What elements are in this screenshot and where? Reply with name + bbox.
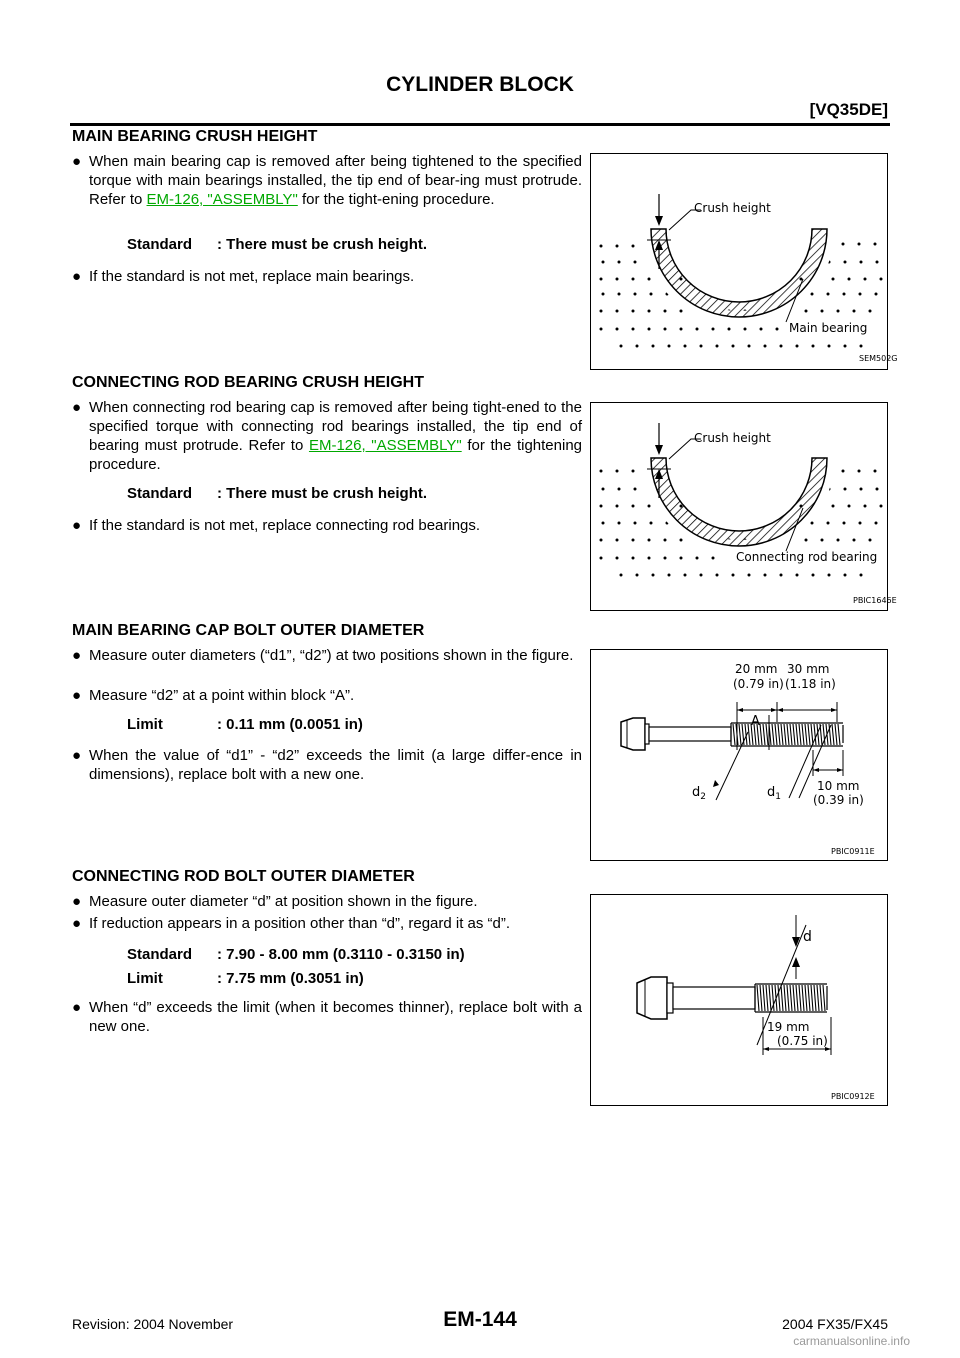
header-rule xyxy=(70,123,890,126)
bullet-item xyxy=(72,892,582,911)
watermark: carmanualsonline.info xyxy=(793,1334,910,1348)
bullet-text: If the standard is not met, replace main bearings. xyxy=(89,268,415,285)
bolt-thread xyxy=(757,985,825,1011)
spec-label: Limit xyxy=(127,716,163,733)
spec-value: : There must be crush height. xyxy=(217,236,428,253)
bullet-item xyxy=(72,686,582,705)
spec-value: : 0.11 mm (0.0051 in) xyxy=(217,716,363,733)
bullet-text: Measure “d2” at a point within block “A”. xyxy=(89,687,355,704)
engine-model: [VQ35DE] xyxy=(809,100,888,119)
bolt-head xyxy=(621,718,645,750)
spec-label: Standard xyxy=(127,236,193,253)
bullet-text: for the tightening procedure. xyxy=(89,437,583,473)
spec-line xyxy=(127,970,364,987)
section-heading: CONNECTING ROD BEARING CRUSH HEIGHT xyxy=(72,374,425,391)
bullet-icon: ● xyxy=(72,747,82,764)
bolt-head xyxy=(637,977,667,1019)
vehicle-model: 2004 FX35/FX45 xyxy=(782,1316,888,1332)
spec-value: : 7.75 mm (0.3051 in) xyxy=(217,970,364,987)
spec-label: Limit xyxy=(127,970,163,987)
page-number: EM-144 xyxy=(443,1308,517,1331)
bullet-icon: ● xyxy=(72,893,82,910)
bullet-item xyxy=(72,746,582,784)
revision-text: Revision: 2004 November xyxy=(72,1316,234,1332)
spec-label: Standard xyxy=(127,485,193,502)
bullet-icon: ● xyxy=(72,999,82,1016)
main-bolt-figure xyxy=(590,649,888,861)
bullet-text: When main bearing cap is removed after being tightened to the specified torque with main bearings installed, the tip end of bear-ing must protrude. Refer to xyxy=(89,153,582,208)
bullet-item xyxy=(72,398,582,474)
bullet-icon: ● xyxy=(72,153,82,170)
spec-line xyxy=(127,236,427,253)
d2-label: $d_2$ xyxy=(692,785,706,802)
dim-20mm: 20 mm xyxy=(735,662,778,676)
d-label: d xyxy=(803,929,812,945)
assembly-link[interactable]: EM-126, "ASSEMBLY" xyxy=(146,191,298,208)
bullet-icon: ● xyxy=(72,517,82,534)
figure-code: SEM502G xyxy=(859,354,898,363)
d1-label: $d_1$ xyxy=(767,785,781,802)
bullet-item xyxy=(72,152,582,209)
dim-10mm-in: (0.39 in) xyxy=(813,793,864,807)
assembly-link[interactable]: EM-126, "ASSEMBLY" xyxy=(308,437,462,454)
rod-bolt-figure xyxy=(590,894,888,1106)
spec-value: : 7.90 - 8.00 mm (0.3110 - 0.3150 in) xyxy=(217,946,465,963)
bullet-item xyxy=(72,267,582,286)
figure-code: PBIC0911E xyxy=(831,847,875,856)
section-heading: MAIN BEARING CRUSH HEIGHT xyxy=(72,128,318,145)
bearing-shell xyxy=(651,458,827,546)
figure-code: PBIC1646E xyxy=(853,596,897,605)
bullet-item xyxy=(72,998,582,1036)
bullet-icon: ● xyxy=(72,399,82,416)
bullet-icon: ● xyxy=(72,915,82,932)
dim-10mm: 10 mm xyxy=(817,779,860,793)
section-heading: MAIN BEARING CAP BOLT OUTER DIAMETER xyxy=(72,622,425,639)
section-heading: CONNECTING ROD BOLT OUTER DIAMETER xyxy=(72,868,415,885)
spec-line xyxy=(127,946,465,963)
bullet-item xyxy=(72,646,582,665)
bearing-shell xyxy=(651,229,827,317)
crush-height-label: Crush height xyxy=(694,201,771,215)
dim-20mm-in: (0.79 in) xyxy=(733,677,784,691)
bullet-text: Measure outer diameters (“d1”, “d2”) at two positions shown in the figure. xyxy=(89,647,574,664)
bullet-icon: ● xyxy=(72,647,82,664)
bullet-text: for the tight-ening procedure. xyxy=(297,191,495,208)
bullet-text: Measure outer diameter “d” at position shown in the figure. xyxy=(89,893,478,910)
main-bearing-label: Main bearing xyxy=(789,321,868,335)
page-title: CYLINDER BLOCK xyxy=(386,73,574,96)
figure-code: PBIC0912E xyxy=(831,1092,875,1101)
bullet-item xyxy=(72,914,582,933)
bullet-text: When the value of “d1” - “d2” exceeds the limit (a large differ-ence in dimensions), replace bolt with a new one. xyxy=(89,747,582,783)
bullet-text: When “d” exceeds the limit (when it becomes thinner), replace bolt with a new one. xyxy=(89,999,582,1035)
bullet-icon: ● xyxy=(72,687,82,704)
bullet-item xyxy=(72,516,582,535)
dim-30mm-in: (1.18 in) xyxy=(785,677,836,691)
spec-value: : There must be crush height. xyxy=(217,485,428,502)
spec-line xyxy=(127,485,427,502)
bullet-text: When connecting rod bearing cap is removed after being tight-ened to the specified torque with connecting rod bearings installed, the tip end of bearing must protrude. Refer to xyxy=(89,399,582,454)
spec-line xyxy=(127,716,363,733)
dim-19mm-in: (0.75 in) xyxy=(777,1034,828,1048)
spec-label: Standard xyxy=(127,946,193,963)
dim-30mm: 30 mm xyxy=(787,662,830,676)
bullet-text: If the standard is not met, replace connecting rod bearings. xyxy=(89,517,481,534)
bullet-text: If reduction appears in a position other than “d”, regard it as “d”. xyxy=(89,915,511,932)
block-a-label: A xyxy=(751,714,760,729)
crush-height-figure xyxy=(590,153,898,370)
dim-19mm: 19 mm xyxy=(767,1020,810,1034)
rod-crush-height-figure xyxy=(590,402,897,611)
rod-bearing-label: Connecting rod bearing xyxy=(736,550,878,564)
bullet-icon: ● xyxy=(72,268,82,285)
crush-height-label: Crush height xyxy=(694,431,771,445)
